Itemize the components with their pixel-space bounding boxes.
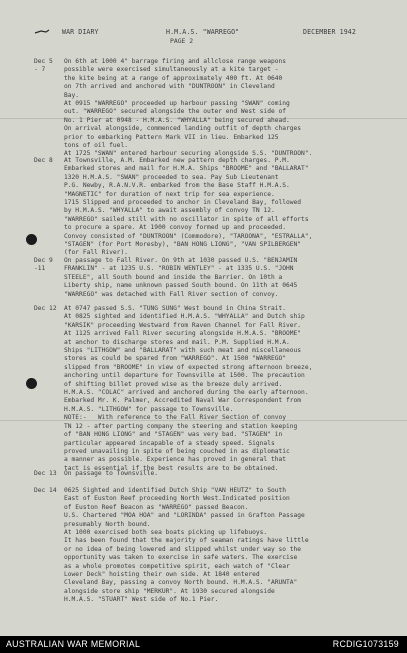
entry-line: East of Euston Reef proceeding North West.Indicated position xyxy=(64,495,290,503)
entry-line: opportunity was taken to exercise in safe waters. The exercise xyxy=(64,554,298,562)
entry-line: H.M.A.S. "COLAC" arrived and anchored during the early afternoon. xyxy=(64,389,309,397)
entry-line: It has been found that the majority of seaman ratings have little xyxy=(64,537,309,545)
entry-line: H.M.A.S. "LITHGOW" for passage to Townsville. xyxy=(64,405,234,413)
entry-date: Dec 5 - 7 xyxy=(34,58,53,74)
header-page-number: PAGE 2 xyxy=(170,37,194,45)
entry-line: by H.M.A.S. "WHYALLA" to await assembly of convoy TN 12. xyxy=(64,207,275,215)
entry-line: No. 1 Pier at 0948 - H.M.A.S. "WHYALLA" being secured ahead. xyxy=(64,116,290,124)
entry-line: of shifting billet proved wise as the breeze duly arrived. xyxy=(64,380,283,388)
entry-line: out. "WARREGO" secured alongside the outer end West side of xyxy=(64,108,287,116)
entry-line: stores as could be spared from "WARREGO". At 1500 "WARREGO" xyxy=(64,355,287,363)
entry-date: Dec 14 xyxy=(34,487,57,494)
entry-line: On passage to Fall River. On 9th at 1030 passed U.S. "BENJAMIN xyxy=(64,257,298,264)
entry-line: prior to embarking Pattern Mark VII in lieu. Embarked 125 xyxy=(64,133,279,141)
entry-line: particular appeared incapable of a steady speed. Signals xyxy=(64,439,275,447)
entry-date: Dec 9 -11 xyxy=(34,257,53,273)
entry-line: Lower Deck" hoisting their own side. At 1840 entered xyxy=(64,571,260,579)
entry-line: On arrival alongside, commenced landing outfit of depth charges xyxy=(64,125,302,133)
entry-line: At 1000 exercised both sea boats picking up lifebuoys. xyxy=(64,529,268,537)
entry-line: slipped from "BROOME" in view of expected strong afternoon breeze, xyxy=(64,363,313,371)
entry-line: At 1725 "SWAN" entered harbour securing alongside S.S. "DUNTROON". xyxy=(64,150,313,158)
pen-mark-icon xyxy=(34,29,50,35)
entry-line: At 0915 "WARREGO" proceeded up harbour passing "SWAN" coming xyxy=(64,100,290,108)
entry-line: On passage to Townsville. xyxy=(64,470,159,477)
entry-line: Liberty ship, name unknown passed South bound. On 11th at 0645 xyxy=(64,282,298,290)
entry-line: or no idea of being lowered and slipped whilst under way so the xyxy=(64,545,302,553)
entry-date: Dec 13 xyxy=(34,470,57,477)
entry-line: "STAGEN" (for Port Moresby), "BAN HONG LIONG", "VAN SPILBERGEN" xyxy=(64,241,302,249)
entry-date: Dec 12 xyxy=(34,305,57,312)
punch-hole xyxy=(26,378,37,389)
entry-line: anchoring until departure for Townsville at 1500. The precaution xyxy=(64,372,305,380)
entry-line: NOTE:- With reference to the Fall River Section of convoy xyxy=(64,414,287,422)
entry-line: Embarked stores and mail for H.M.A. Ships "BROOME" and "BALLARAT" xyxy=(64,165,309,173)
entry-line: "MAGNETIC" for duration of next trip for sea experience. xyxy=(64,190,275,198)
entry-line: to procure a spare. At 1900 convoy formed up and proceeded. xyxy=(64,224,287,232)
entry-line: H.M.A.S. "STUART" West side of No.1 Pier. xyxy=(64,596,219,604)
entry-line: Bay. xyxy=(64,91,80,99)
entry-line: P.G. Newby, R.A.N.V.R. embarked from the Base Staff H.M.A.S. xyxy=(64,182,290,190)
entry-line: "WARREGO" was detached with Fall River section of convoy. xyxy=(64,290,279,298)
entry-line: as a whole promotes competitive spirit, each watch of "Clear xyxy=(64,562,290,570)
footer-institution: AUSTRALIAN WAR MEMORIAL xyxy=(6,639,141,649)
entry-line: U.S. Chartered "MOA HOA" and "LORINDA" passed in Grafton Passage xyxy=(64,512,305,520)
entry-line: tact is essential if the best results are to be obtained. xyxy=(64,464,279,472)
entry-line: FRANKLIN" - at 1235 U.S. "ROBIN WENTLEY" - at 1335 U.S. "JOHN xyxy=(64,265,294,273)
entry-line: On 6th at 1000 4" barrage firing and allclose range weapons xyxy=(64,58,287,65)
entry-line: of "BAN HONG LIONG" and "STAGEN" was very bad. "STAGEN" in xyxy=(64,431,283,439)
entry-line: of Euston Reef Beacon as "WARREGO" passed Beacon. xyxy=(64,503,249,511)
entry-line: Convoy consisted of "DUNTROON" (Commodore), "TAROONA", "ESTRALLA", xyxy=(64,232,313,240)
entry-line: At 1125 arrived Fall River securing alongside H.M.A.S. "BROOME" xyxy=(64,330,302,338)
entry-line: Ships "LITHGOW" and "BALLARAT" with such meat and miscellaneous xyxy=(64,347,302,355)
entry-body xyxy=(64,257,398,299)
entry-line: alongside store ship "MERKUR". At 1930 secured alongside xyxy=(64,587,275,595)
entry-line: Cleveland Bay, passing a convoy North bound. H.M.A.S. "ARUNTA" xyxy=(64,579,298,587)
entry-line: STEELE", all South bound and inside the Barrier. On 10th a xyxy=(64,273,283,281)
entry-line: tons of oil fuel. xyxy=(64,142,128,150)
entry-line: a manner as possible. Experience has proved in general that xyxy=(64,456,287,464)
header-war-diary: WAR DIARY xyxy=(62,28,99,36)
entry-line: 0625 Sighted and identified Dutch Ship "VAN HEUTZ" to South xyxy=(64,487,287,494)
entry-line: at anchor to discharge stores and mail. P.M. Supplied H.M.A. xyxy=(64,338,290,346)
entry-line: At Townsville, A.M. Embarked new pattern depth charges. P.M. xyxy=(64,157,290,164)
entry-line: presumably North bound. xyxy=(64,520,151,528)
entry-line: TN 12 - after parting company the steering and station keeping xyxy=(64,422,298,430)
entry-line: on 7th arrived and anchored with "DUNTROON" in Cleveland xyxy=(64,83,275,91)
entry-line: 1320 H.M.A.S. "SWAN" proceeded to sea. Pay Sub Lieutenant xyxy=(64,173,279,181)
entry-body xyxy=(64,487,398,605)
entry-body xyxy=(64,157,398,258)
punch-hole xyxy=(26,234,37,245)
footer-reference: RCDIG1073159 xyxy=(332,639,399,649)
entry-line: proved unavailing in spite of being couched in as diplomatic xyxy=(64,447,290,455)
entry-line: (for Fall River). xyxy=(64,249,128,257)
entry-line: "WARREGO" sailed still with no oscillator in spite of all efforts xyxy=(64,215,309,223)
entry-line: At 0747 passed S.S. "TUNG SUNG" West bound in China Strait. xyxy=(64,305,287,312)
header-ship-name: H.M.A.S. "WARREGO" xyxy=(166,28,240,36)
entry-line: possible were exercised simultaneously at a kite target - xyxy=(64,66,279,74)
entry-line: "KARSIK" proceeding Westward from Raven Channel for Fall River. xyxy=(64,321,302,329)
entry-body xyxy=(64,305,398,473)
archive-footer xyxy=(0,636,407,653)
entry-line: the kite being at a range of approximately 400 ft. At 0640 xyxy=(64,74,283,82)
entry-body xyxy=(64,470,398,478)
entry-line: Embarked Mr. K. Palmer, Accredited Naval War Correspondent from xyxy=(64,397,302,405)
entry-line: 1715 Slipped and proceeded to anchor in Cleveland Bay, followed xyxy=(64,199,302,207)
header-month: DECEMBER 1942 xyxy=(303,28,356,36)
entry-line: At 0825 sighted and identified H.M.A.S. "WHYALLA" and Dutch ship xyxy=(64,313,305,321)
entry-body xyxy=(64,58,398,159)
entry-date: Dec 8 xyxy=(34,157,53,164)
